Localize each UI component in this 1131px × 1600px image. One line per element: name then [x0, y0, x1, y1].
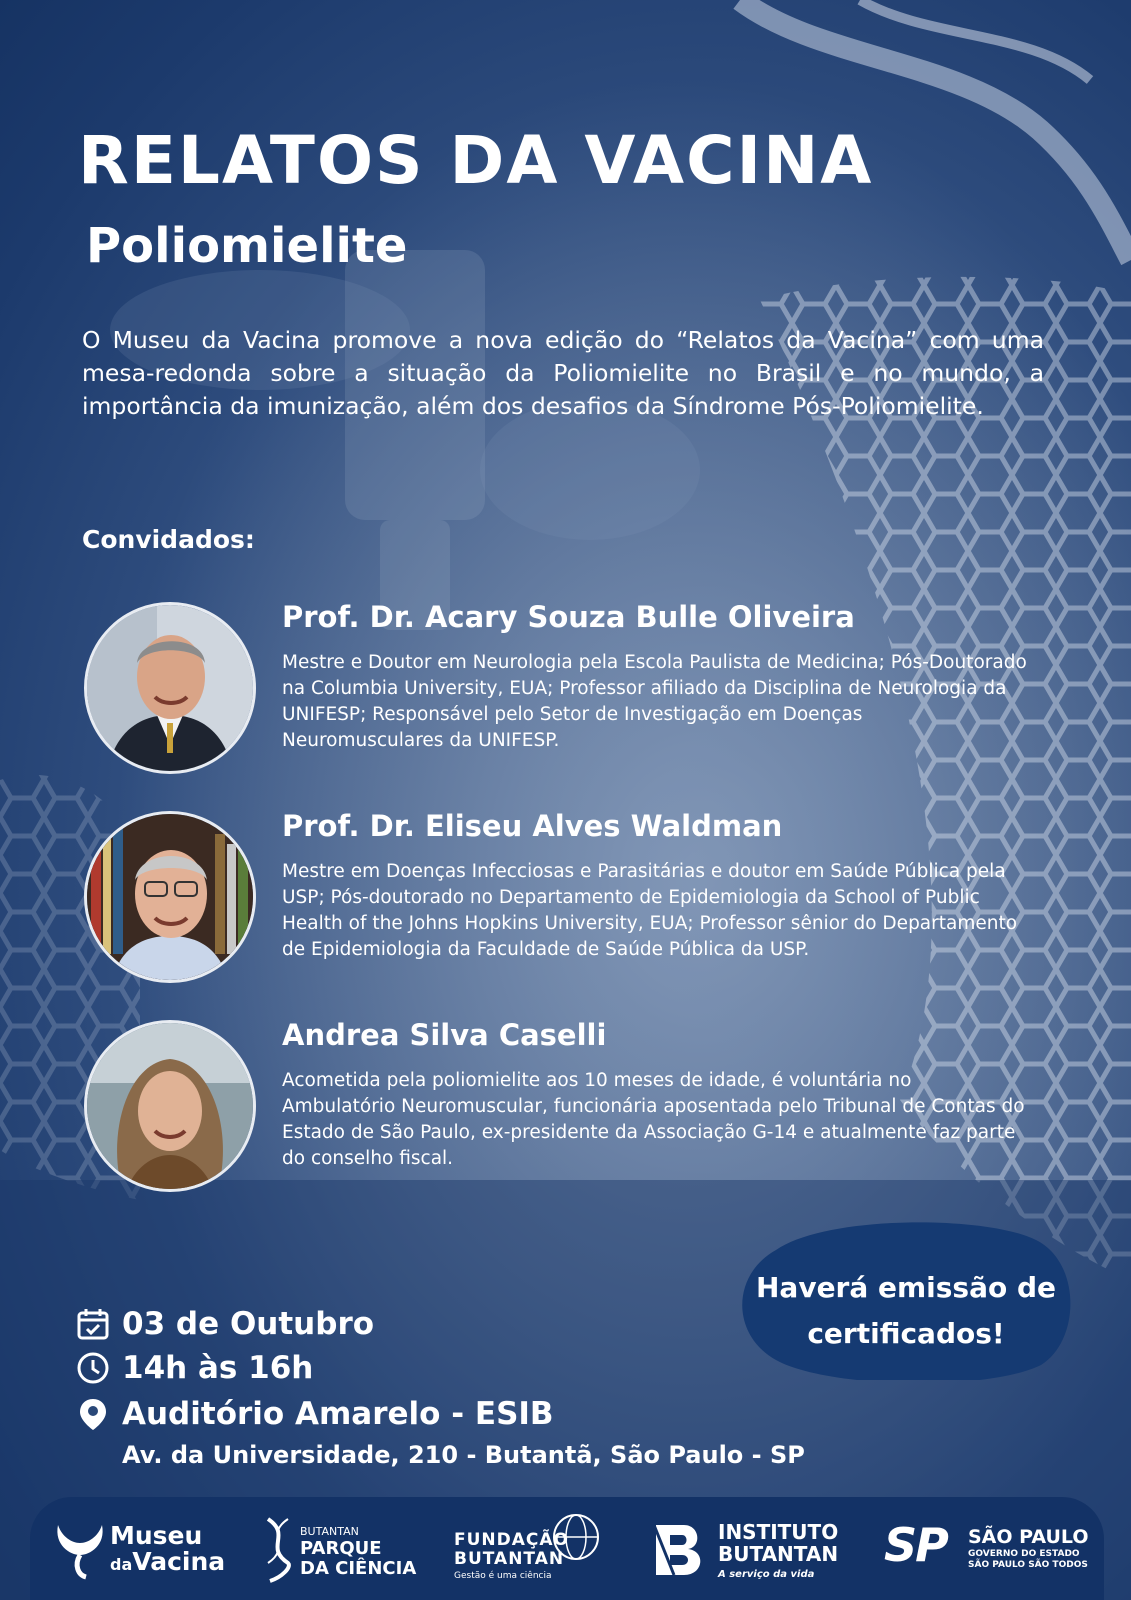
- instituto-logo-line-2: BUTANTAN: [718, 1542, 839, 1566]
- fundacao-logo-line-2: BUTANTAN: [454, 1549, 565, 1569]
- guest-bio: Mestre e Doutor em Neurologia pela Escola Paulista de Medicina; Pós-Doutorado na Columbia University, EUA; Professor afiliado da Disciplina de Neurologia da UNIFESP; Responsável pelo Setor de Investigação em Doenças Neuromusculares da UNIFESP.: [282, 652, 1027, 751]
- guest-bio: Acometida pela poliomielite aos 10 meses de idade, é voluntária no Ambulatório Neuromuscular, funcionária aposentada pelo Tribunal de Contas do Estado de São Paulo, ex-presidente da Associação G-14 e atualmente faz parte do conselho fiscal.: [282, 1070, 1025, 1169]
- event-time-row: [76, 1350, 313, 1386]
- fundacao-logo-tagline: Gestão é uma ciência: [454, 1571, 552, 1581]
- instituto-butantan-logo: [652, 1497, 852, 1600]
- partner-logos-footer: [30, 1497, 1104, 1600]
- sao-paulo-government-logo: [884, 1497, 1089, 1600]
- fundacao-butantan-logo: [454, 1497, 614, 1600]
- sp-logo-line-2: GOVERNO DO ESTADO: [968, 1549, 1080, 1559]
- museu-da-vacina-logo: [52, 1497, 232, 1600]
- event-date: 03 de Outubro: [122, 1306, 375, 1342]
- guest-name: Prof. Dr. Acary Souza Bulle Oliveira: [282, 600, 855, 634]
- event-date-row: [76, 1306, 374, 1342]
- certificate-line-2: certificados!: [807, 1317, 1005, 1350]
- sp-logo-line-1: SÃO PAULO: [968, 1526, 1089, 1548]
- parque-logo-small: BUTANTAN: [300, 1525, 359, 1538]
- museu-logo-line-2a: da: [110, 1555, 133, 1574]
- event-subtitle: Poliomielite: [86, 218, 408, 274]
- event-title: RELATOS DA VACINA: [78, 122, 874, 199]
- guest-card: [82, 1018, 1042, 1194]
- parque-logo-line-2: DA CIÊNCIA: [300, 1558, 417, 1579]
- certificate-notice: [740, 1265, 1072, 1357]
- calendar-icon: [76, 1307, 110, 1341]
- fundacao-logo-line-1: FUNDAÇÃO: [454, 1530, 569, 1550]
- dna-helix-icon: [262, 1517, 294, 1583]
- museu-vacina-mark-icon: [52, 1515, 110, 1581]
- instituto-logo-line-1: INSTITUTO: [718, 1520, 839, 1544]
- sp-logo-line-3: SÃO PAULO SÃO TODOS: [968, 1560, 1088, 1570]
- guest-card: [82, 600, 1042, 776]
- event-address: Av. da Universidade, 210 - Butantã, São Paulo - SP: [122, 1441, 805, 1469]
- parque-logo-line-1: PARQUE: [300, 1538, 382, 1559]
- event-description: O Museu da Vacina promove a nova edição do “Relatos da Vacina” com uma mesa-redonda sobre a situação da Poliomielite no Brasil e no mundo, a importância da imunização, além dos desafios da Síndrome Pós-Poliomielite.: [82, 326, 1044, 420]
- event-venue-row: [76, 1396, 554, 1432]
- guest-photo: [84, 811, 256, 983]
- museu-logo-line-1: Museu: [110, 1521, 203, 1550]
- certificate-line-1: Haverá emissão de: [755, 1271, 1057, 1304]
- guests-heading: Convidados:: [82, 525, 255, 554]
- guest-name: Andrea Silva Caselli: [282, 1018, 607, 1052]
- guest-photo: [84, 1020, 256, 1192]
- clock-icon: [76, 1351, 110, 1385]
- guest-card: [82, 809, 1042, 985]
- event-time: 14h às 16h: [122, 1350, 314, 1386]
- instituto-b-mark-icon: [652, 1521, 710, 1579]
- event-venue: Auditório Amarelo - ESIB: [122, 1396, 554, 1432]
- parque-da-ciencia-logo: [262, 1497, 422, 1600]
- museu-logo-line-2b: Vacina: [132, 1547, 226, 1576]
- guest-name: Prof. Dr. Eliseu Alves Waldman: [282, 809, 783, 843]
- location-pin-icon: [76, 1397, 110, 1431]
- guest-bio: Mestre em Doenças Infecciosas e Parasitárias e doutor em Saúde Pública pela USP; Pós-doutorado no Departamento de Epidemiologia da School of Public Health of the Johns Hopkins University, EUA; Professor sênior do Departamento de Epidemiologia da Faculdade de Saúde Pública da USP.: [282, 861, 1018, 960]
- guest-photo: [84, 602, 256, 774]
- sp-mark: SP: [884, 1518, 947, 1572]
- instituto-logo-tagline: A serviço da vida: [718, 1569, 815, 1580]
